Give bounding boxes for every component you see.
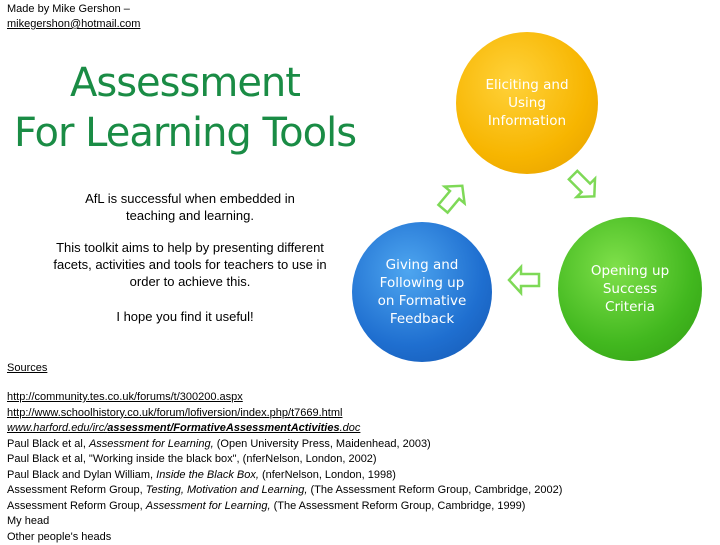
eliciting-circle[interactable] xyxy=(456,32,598,174)
sources-list xyxy=(7,390,713,545)
arrow-feedback-to-eliciting-icon xyxy=(433,177,472,217)
page-title xyxy=(0,58,370,158)
feedback-label: Giving and Following up on Formative Feedback xyxy=(372,256,472,328)
credit xyxy=(7,2,140,32)
arrow-success-to-feedback-icon xyxy=(509,267,539,293)
reference-item: Paul Black et al, "Working inside the black box", (nferNelson, London, 2002) xyxy=(7,452,713,468)
sources-heading: Sources xyxy=(7,362,47,374)
intro-embedded: AfL is successful when embedded in teaching and learning. xyxy=(60,190,320,224)
reference-item: Paul Black and Dylan William, Inside the Black Box, (nferNelson, London, 1998) xyxy=(7,468,713,484)
credit-email-link[interactable]: mikegershon@hotmail.com xyxy=(7,18,140,30)
title-line-2: For Learning Tools xyxy=(0,108,370,158)
harford-path: assessment/FormativeAssessmentActivities xyxy=(107,422,339,434)
harford-suffix: .doc xyxy=(340,422,361,434)
reference-item: My head xyxy=(7,514,713,530)
source-link-tes[interactable]: http://community.tes.co.uk/forums/t/300200.aspx xyxy=(7,391,243,403)
reference-item: Other people's heads xyxy=(7,530,713,545)
source-link-schoolhistory[interactable]: http://www.schoolhistory.co.uk/forum/lofiversion/index.php/t7669.html xyxy=(7,407,342,419)
title-line-1: Assessment xyxy=(0,58,370,108)
reference-item: Paul Black et al, Assessment for Learning, (Open University Press, Maidenhead, 2003) xyxy=(7,437,713,453)
intro-closing: I hope you find it useful! xyxy=(60,308,310,325)
reference-item: Assessment Reform Group, Testing, Motivation and Learning, (The Assessment Reform Group, Cambridge, 2002) xyxy=(7,483,713,499)
harford-prefix: www.harford.edu/irc/ xyxy=(7,422,107,434)
success-criteria-label: Opening up Success Criteria xyxy=(583,262,678,316)
success-criteria-circle[interactable] xyxy=(558,217,702,361)
intro-toolkit: This toolkit aims to help by presenting different facets, activities and tools for teachers to use in order to achieve this. xyxy=(50,239,330,290)
reference-item: Assessment Reform Group, Assessment for Learning, (The Assessment Reform Group, Cambridge, 1999) xyxy=(7,499,713,515)
source-link-harford[interactable] xyxy=(7,422,360,434)
credit-line: Made by Mike Gershon – xyxy=(7,2,140,17)
feedback-circle[interactable] xyxy=(352,222,492,362)
eliciting-label: Eliciting and Using Information xyxy=(480,76,575,130)
arrow-eliciting-to-success-icon xyxy=(564,166,604,206)
